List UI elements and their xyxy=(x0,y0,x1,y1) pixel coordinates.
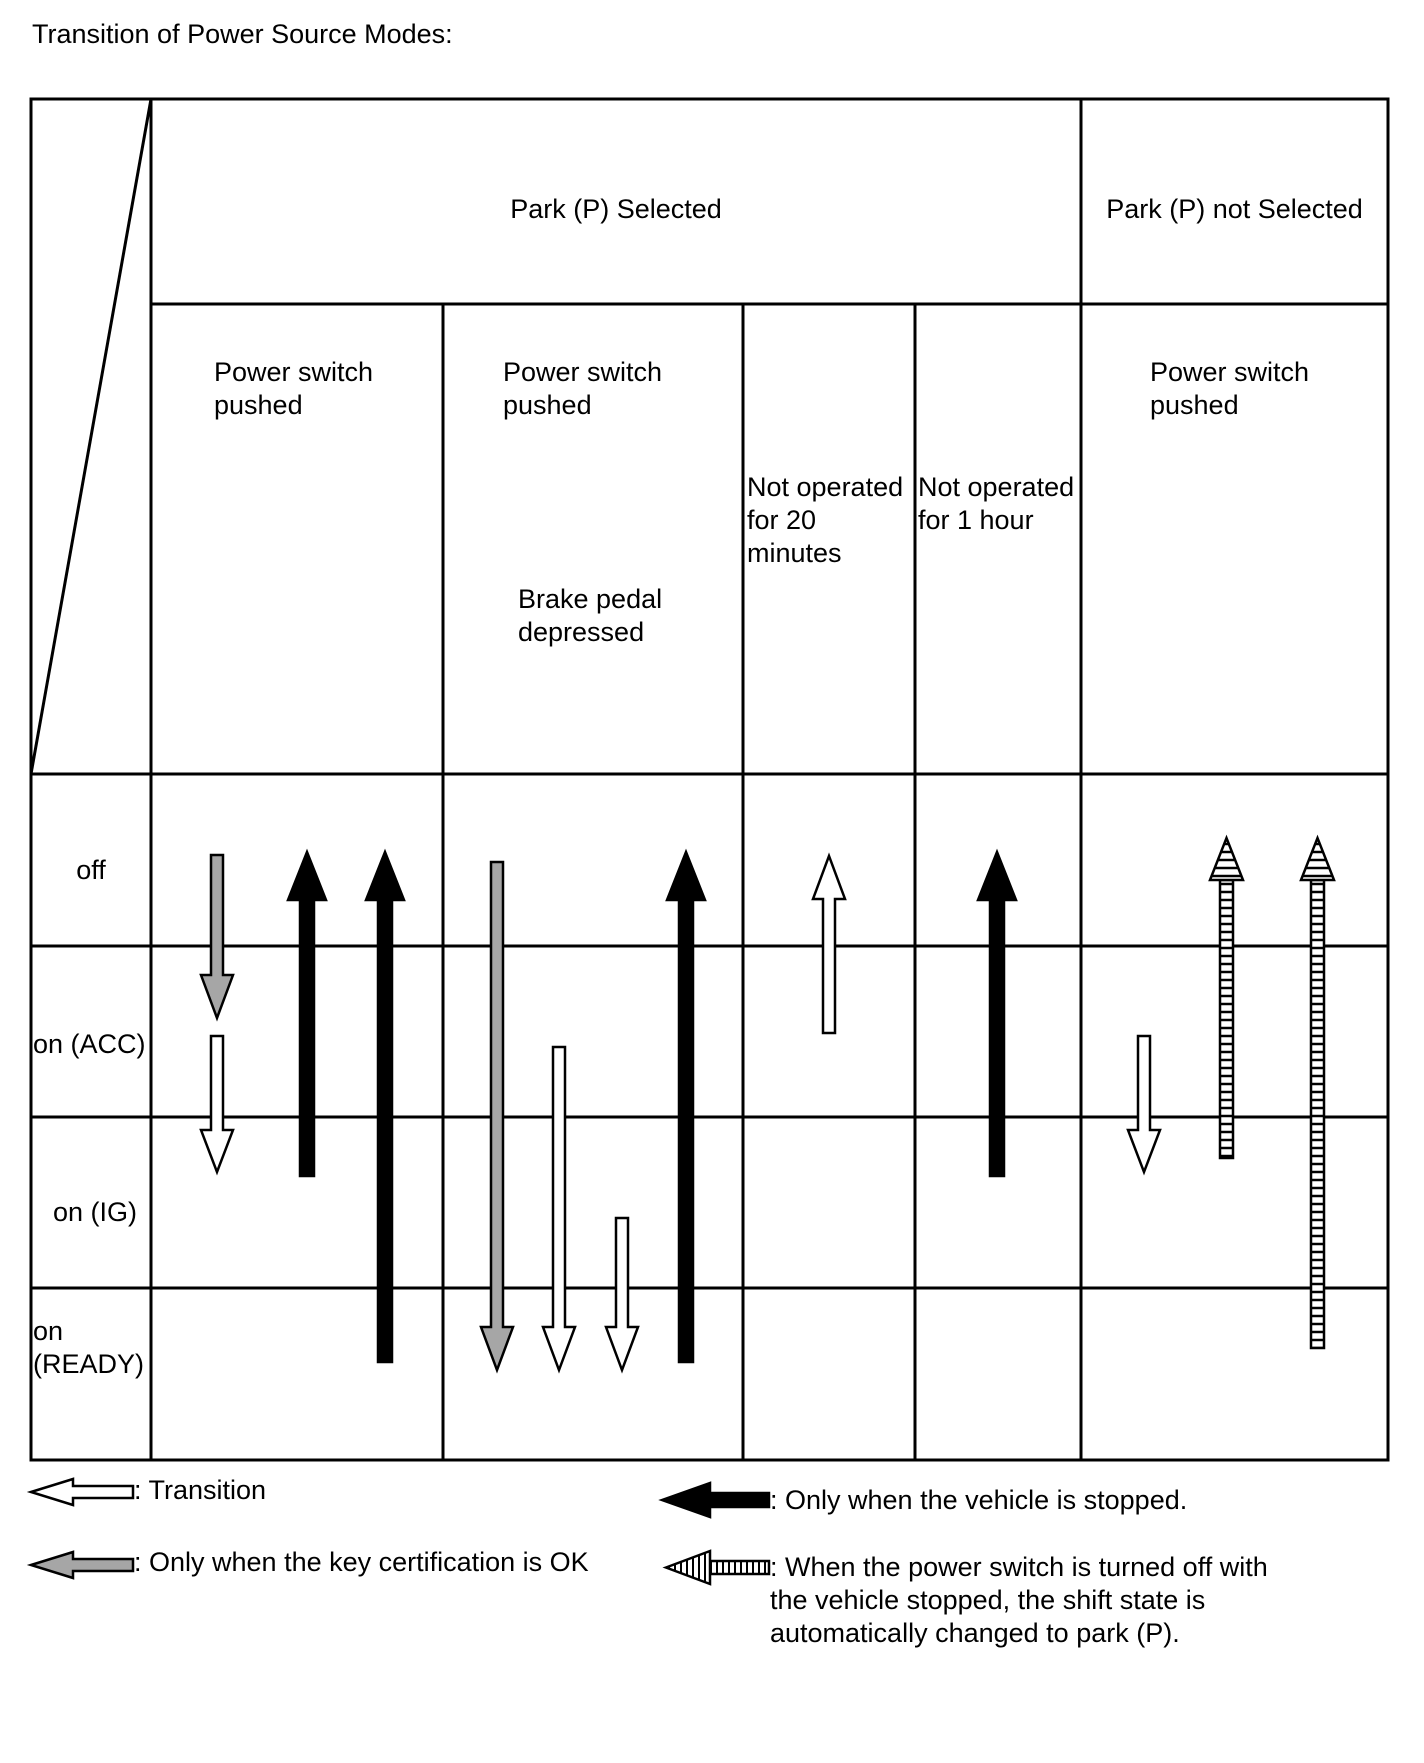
black-arrow-ready-to-off xyxy=(366,852,404,1362)
arrows-column-2 xyxy=(481,852,705,1370)
arrows-column-1 xyxy=(201,852,404,1362)
white-arrow-acc-to-ig-col5 xyxy=(1128,1036,1160,1172)
header-park-not-selected: Park (P) not Selected xyxy=(1106,194,1363,224)
striped-arrow-ready-to-off xyxy=(1301,838,1334,1348)
header-col4-not-operated-1h: Not operated for 1 hour xyxy=(918,472,1075,535)
legend-park-auto: : When the power switch is turned off with the vehicle stopped, the shift state is automatically changed to park (P). xyxy=(770,1552,1268,1648)
black-arrow-ig-to-off-col4 xyxy=(978,852,1016,1176)
header-col1-power-switch: Power switch pushed xyxy=(214,357,374,420)
header-col3-not-operated-20: Not operated for 20 minutes xyxy=(747,472,904,568)
legend-key-cert: : Only when the key certification is OK xyxy=(134,1547,589,1577)
page-title: Transition of Power Source Modes: xyxy=(32,19,453,49)
legend-striped-arrow-icon xyxy=(666,1551,769,1584)
white-arrow-ig-to-ready xyxy=(606,1218,638,1370)
row-label-acc: on (ACC) xyxy=(33,1029,146,1059)
legend-stopped: : Only when the vehicle is stopped. xyxy=(770,1485,1188,1515)
header-col2-power-switch: Power switch pushed xyxy=(503,357,663,420)
header-park-selected: Park (P) Selected xyxy=(510,194,722,224)
white-arrow-acc-to-ready xyxy=(543,1047,575,1370)
table-grid xyxy=(31,99,1388,1460)
header-col2-brake-pedal: Brake pedal depressed xyxy=(518,584,663,647)
striped-arrow-ig-to-off xyxy=(1210,838,1243,1158)
arrows-column-5 xyxy=(1128,838,1334,1348)
legend-white-arrow-icon xyxy=(31,1479,133,1505)
legend-black-arrow-icon xyxy=(662,1483,769,1517)
row-label-ready: on (READY) xyxy=(33,1316,145,1379)
legend-gray-arrow-icon xyxy=(31,1552,133,1578)
white-arrow-acc-to-ig xyxy=(201,1036,233,1172)
row-label-ig: on (IG) xyxy=(52,1197,138,1227)
header-col5-power-switch: Power switch pushed xyxy=(1150,357,1310,420)
black-arrow-ready-to-off-col2 xyxy=(667,852,705,1362)
row-label-off: off xyxy=(76,855,106,885)
header-corner-diagonal xyxy=(31,99,151,774)
arrows-column-4 xyxy=(978,852,1016,1176)
gray-arrow-off-to-acc xyxy=(201,855,233,1018)
legend-transition: : Transition xyxy=(134,1475,267,1505)
black-arrow-ig-to-off xyxy=(288,852,326,1176)
